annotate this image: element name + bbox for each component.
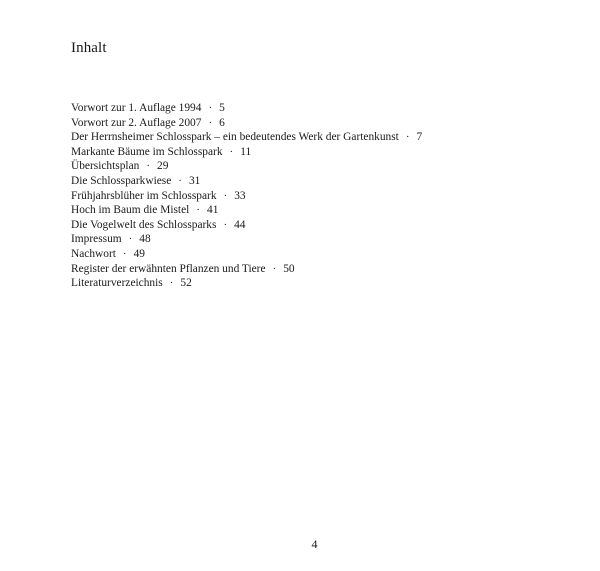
toc-entry-page: 33	[234, 189, 246, 202]
toc-entry	[71, 262, 422, 277]
toc-entry	[71, 247, 422, 262]
toc-entry-title: Nachwort	[71, 247, 116, 260]
toc-separator: ·	[128, 233, 133, 246]
toc-separator: ·	[146, 160, 150, 173]
toc-entry-title: Übersichtsplan	[71, 160, 140, 173]
toc-entry-title: Vorwort zur 2. Auflage 2007	[71, 116, 202, 129]
toc-separator: ·	[223, 189, 228, 202]
toc-entry-page: 48	[139, 233, 151, 246]
toc-entry	[71, 145, 422, 160]
toc-separator: ·	[272, 262, 277, 275]
toc-entry-title: Die Vogelwelt des Schlossparks	[71, 218, 217, 231]
toc-entry	[71, 159, 422, 174]
toc-entry	[71, 218, 422, 233]
toc-entry-page: 7	[416, 131, 423, 144]
toc-entry-title: Die Schlossparkwiese	[71, 174, 172, 187]
toc-entry	[71, 203, 422, 218]
toc-separator: ·	[122, 247, 127, 260]
toc-entry	[71, 174, 422, 189]
toc-entry-page: 11	[240, 145, 252, 158]
toc-entry-title: Impressum	[71, 233, 122, 246]
toc-entry-title: Markante Bäume im Schlosspark	[71, 145, 223, 158]
toc-entry-page: 44	[234, 218, 246, 231]
toc-entry-page: 50	[283, 262, 295, 275]
toc-entry-page: 49	[133, 247, 145, 260]
toc-separator: ·	[405, 131, 410, 144]
toc-entry	[71, 101, 422, 116]
toc-entry-page: 31	[188, 174, 201, 187]
page-number: 4	[311, 537, 318, 551]
toc-entry-page: 29	[157, 160, 169, 173]
toc-entry	[71, 130, 422, 145]
toc-entry-title: Hoch im Baum die Mistel	[71, 204, 190, 217]
toc-entry-title: Frühjahrsblüher im Schlosspark	[71, 189, 217, 202]
toc-entry-page: 52	[180, 277, 192, 290]
toc-separator: ·	[229, 145, 234, 158]
toc-entry-title: Register der erwähnten Pflanzen und Tiere	[71, 262, 266, 275]
toc-separator: ·	[223, 218, 228, 231]
toc-entry-page: 41	[207, 204, 219, 217]
toc-entry-page: 6	[219, 116, 225, 129]
toc-entry	[71, 189, 422, 204]
toc-separator: ·	[178, 174, 182, 187]
toc-entry-title: Literaturverzeichnis	[71, 277, 163, 290]
toc-separator: ·	[196, 204, 200, 217]
toc-separator: ·	[208, 102, 213, 114]
toc-entry	[71, 116, 422, 131]
table-of-contents	[71, 101, 422, 291]
toc-entry	[71, 232, 422, 247]
toc-entry	[71, 276, 422, 291]
toc-separator: ·	[169, 277, 174, 290]
toc-entry-page: 5	[219, 102, 225, 114]
toc-entry-title: Der Herrnsheimer Schlosspark – ein bedeutendes Werk der Gartenkunst	[71, 131, 399, 144]
toc-heading: Inhalt	[71, 40, 107, 56]
toc-separator: ·	[208, 116, 213, 129]
toc-entry-title: Vorwort zur 1. Auflage 1994	[71, 102, 202, 114]
